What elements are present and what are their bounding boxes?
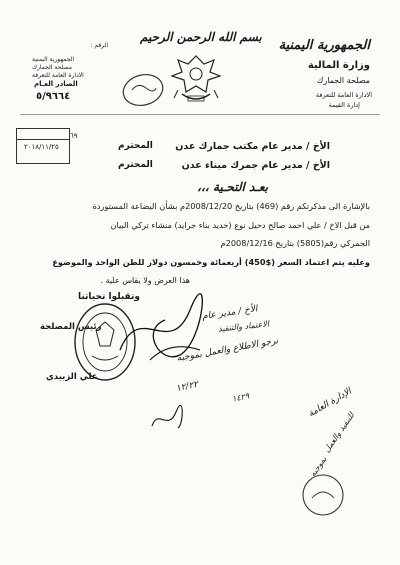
handwritten-6: الإدارة العامة	[306, 386, 354, 420]
signatory-name: علي الزبيدي	[46, 372, 98, 382]
country-name: الجمهورية اليمنية	[278, 38, 370, 53]
round-stamp-icon	[298, 470, 348, 520]
left-annotation-1: ٢٠١٨/١١/٢٥	[24, 143, 59, 151]
greeting: بعـد التحـية ،،،	[197, 180, 268, 194]
letterhead-divider	[20, 114, 380, 115]
handwritten-3: نرجو الاطلاع والعمل بموجبه	[175, 336, 280, 364]
addressee-1-suffix: المحترم	[118, 141, 153, 151]
left-note-4: الصادر العـام	[34, 80, 78, 88]
body-line-2: من قبل الاخ / علي احمد صالح دحيل نوع (حديد بناء جرايد) منشاء تركي البيان	[110, 220, 370, 230]
oval-stamp-icon	[120, 70, 166, 110]
handwritten-7: للتنفيذ والعمل	[321, 411, 356, 454]
basmala: بسم الله الرحمن الرحيم	[140, 30, 262, 44]
left-note-2: مصلحة الجمارك	[32, 64, 72, 71]
addressee-2-suffix: المحترم	[118, 160, 153, 170]
section-name: إدارة القيمة	[328, 101, 360, 109]
corner-mark	[8, 6, 10, 13]
handwritten-2: الاعتماد والتنفيذ	[217, 319, 270, 334]
body-line-5: هذا العرض ولا يقاس علية .	[100, 276, 190, 285]
ref-label: الرقم :	[90, 42, 108, 49]
handwritten-8: بموجبه	[308, 454, 329, 479]
body-line-4: وعليه يتم اعتماد السعر ($450) أربعمائة وخمسون دولار للطن الواحد والموضوع	[52, 257, 370, 267]
handwritten-4: ١٢/٢٢	[175, 379, 200, 395]
addressee-2: الأخ / مدير عام جمرك ميناء عدن	[181, 160, 330, 171]
national-emblem-icon	[168, 50, 224, 108]
ministry-name: وزارة المالية	[307, 60, 370, 71]
signatory-title: رئيس المصلحة	[40, 322, 102, 332]
closing: وتقبلوا تحياتنا	[78, 292, 141, 302]
left-annotation-2: ٦٩	[70, 132, 78, 140]
handwritten-1: الأخ / مدير عام	[201, 304, 259, 322]
handwritten-5: ١٤٢٩	[231, 391, 250, 404]
addressee-1: الأخ / مدير عام مكتب جمارك عدن	[175, 141, 330, 152]
left-note-3: الادارة العامة للتعرفة	[32, 72, 84, 79]
authority-name: مصلحة الجمارك	[316, 76, 370, 85]
left-note-1: الجمهورية اليمنية	[32, 56, 75, 63]
body-line-3: الجمركي رقم(5805) بتاريخ 2008/12/16م	[220, 238, 370, 248]
small-signature	[148, 404, 188, 434]
left-ref-number: ٥/٩٦٦٤	[36, 91, 71, 102]
department-name: الادارة العامة للتعرفة	[315, 91, 372, 99]
body-line-1: بالإشارة الى مذكرتكم رقم (469) بتاريخ 2008/12/20م بشأن البضاعة المستوردة	[92, 201, 370, 211]
